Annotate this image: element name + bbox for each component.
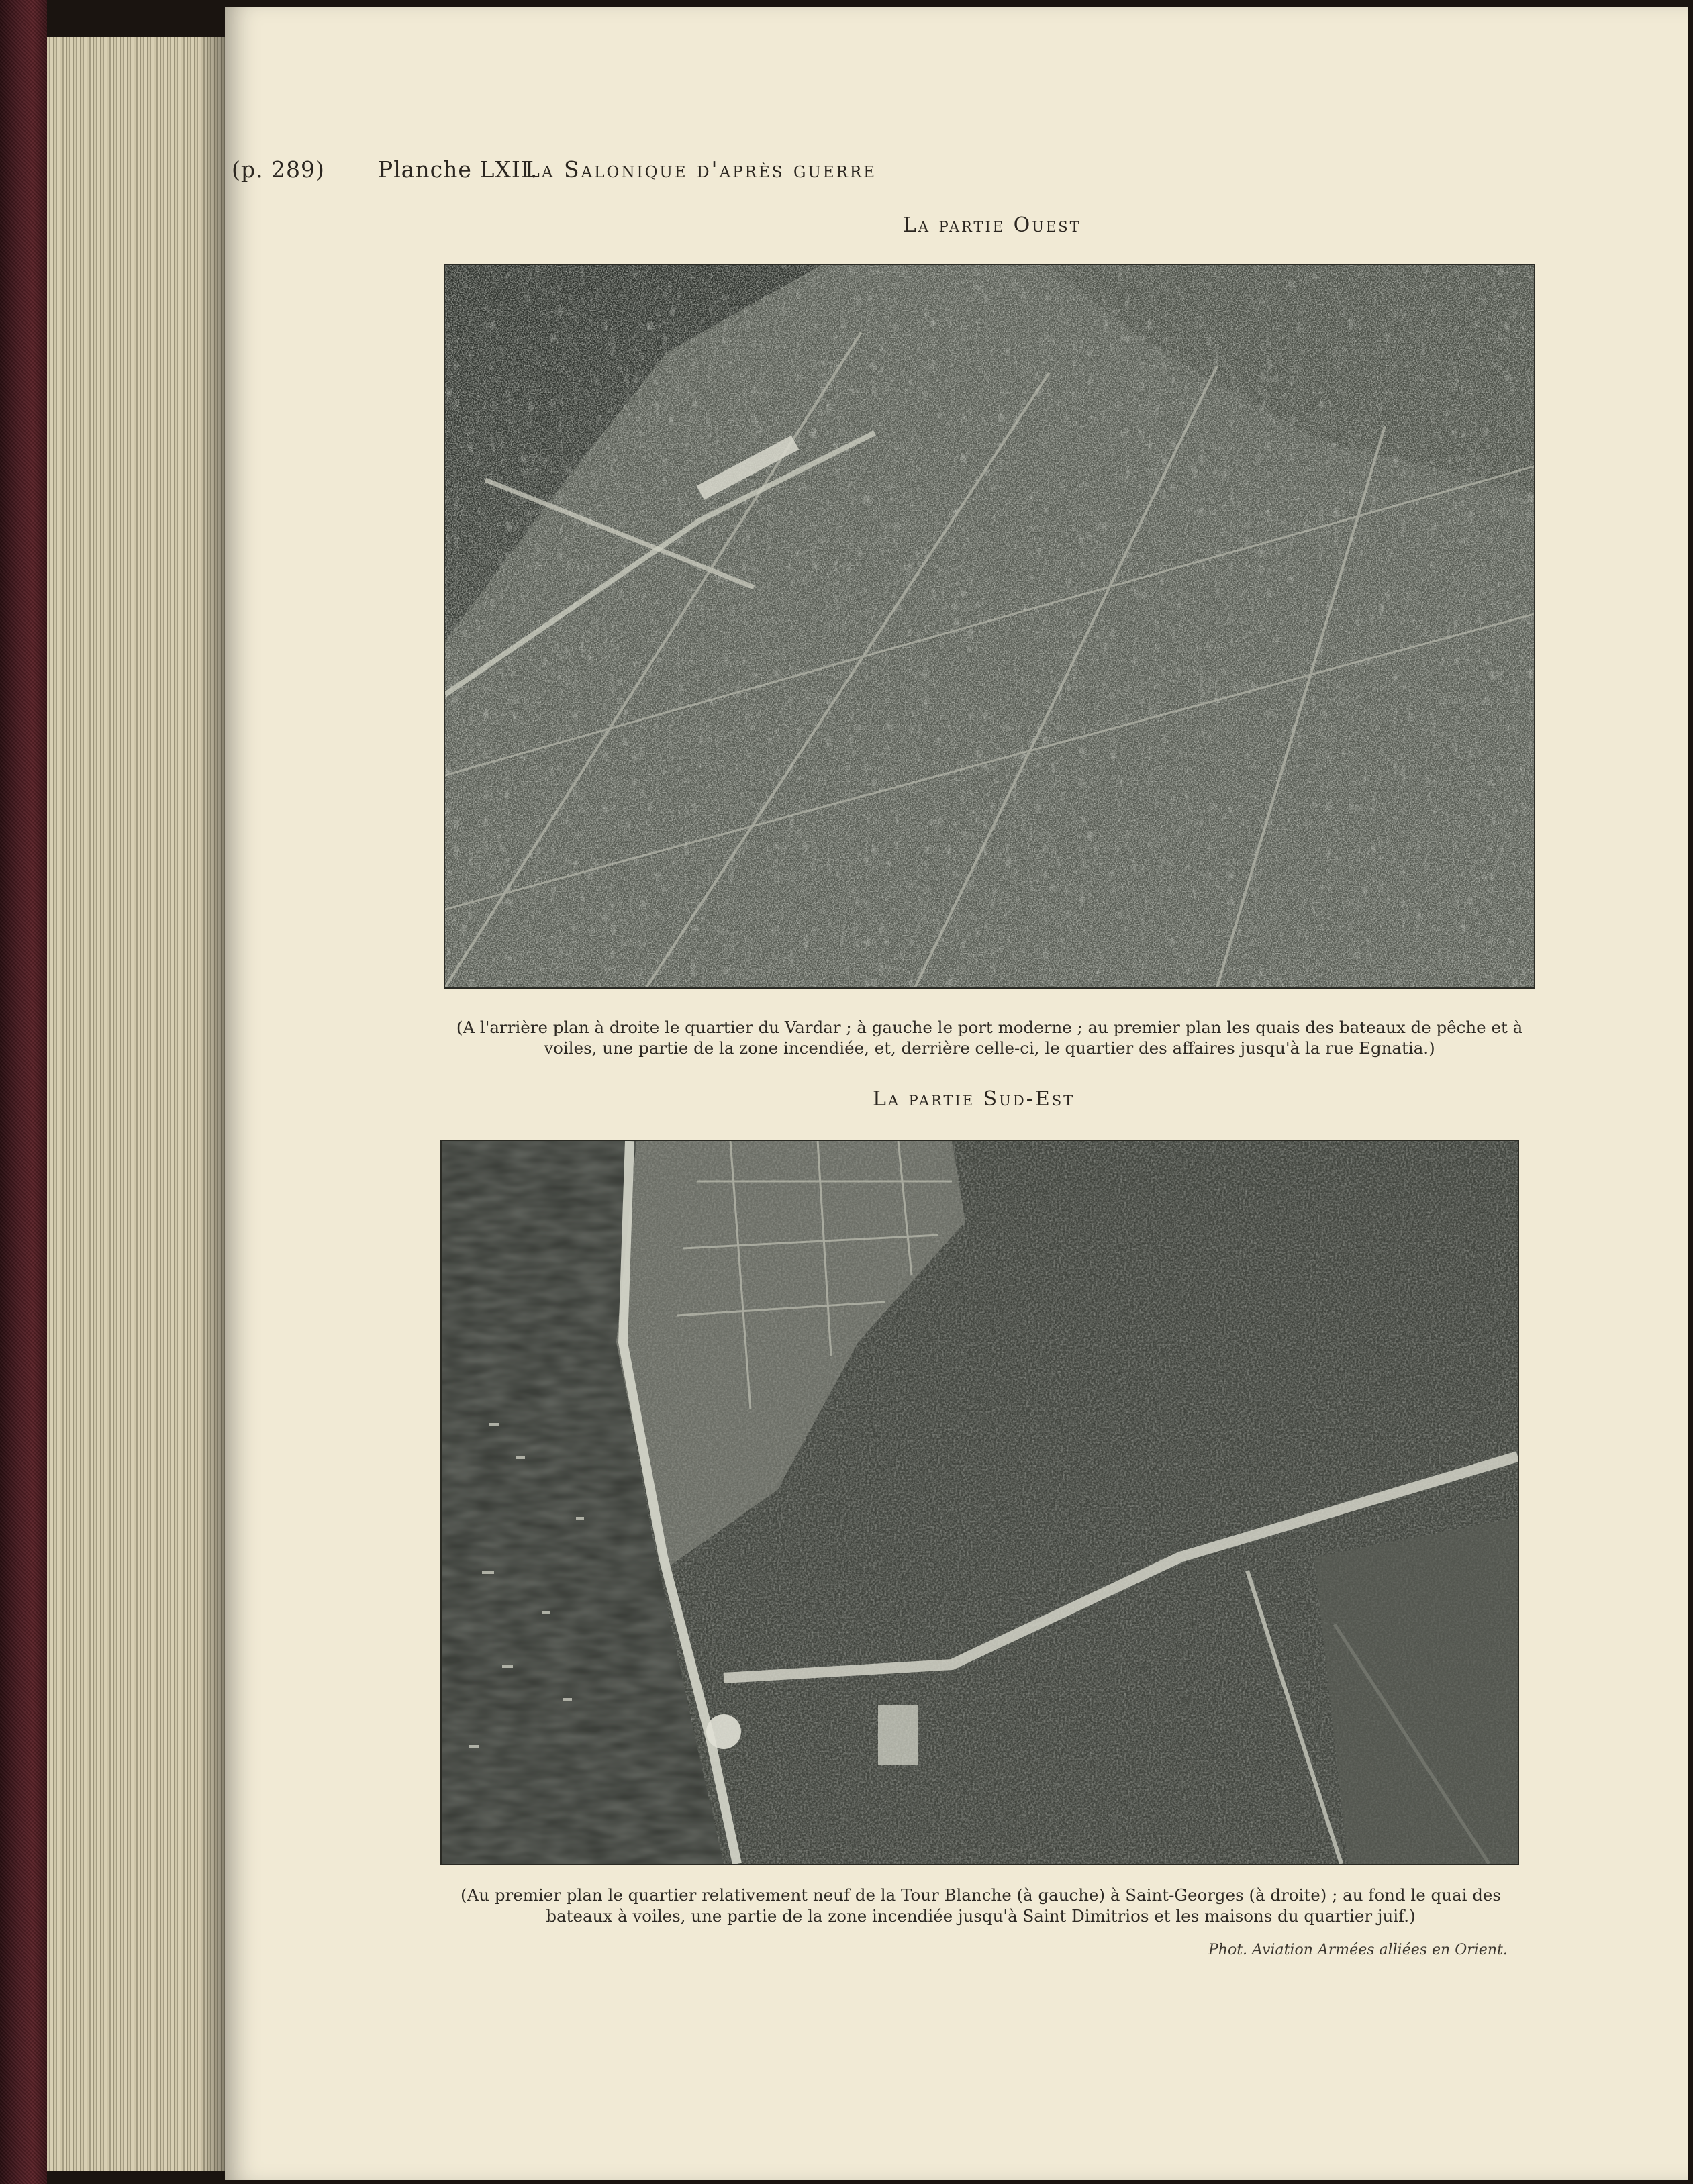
caption-west — [445, 1017, 1534, 1058]
page-header — [232, 156, 1239, 197]
section-title-west: La partie Ouest — [903, 213, 1081, 237]
book-binding — [0, 0, 47, 2184]
aerial-photo-southeast — [442, 1141, 1518, 1864]
caption-southeast — [440, 1885, 1522, 1926]
caption-line: (Au premier plan le quartier relativement neuf de la Tour Blanche (à gauche) à Saint-Georges (à droite) ; au fond le quai des — [461, 1885, 1501, 1905]
photo-credit: Phot. Aviation Armées alliées en Orient. — [1208, 1942, 1508, 1958]
page-edges — [47, 37, 225, 2171]
section-title-southeast: La partie Sud-Est — [873, 1087, 1075, 1111]
caption-line: bateaux à voiles, une partie de la zone incendiée jusqu'à Saint Dimitrios et les maisons du quartier juif.) — [546, 1906, 1416, 1926]
caption-line: (A l'arrière plan à droite le quartier du Vardar ; à gauche le port moderne ; au premier plan les quais des bateaux de pêche et à — [456, 1017, 1523, 1037]
plate-number: Planche LXII. — [378, 156, 538, 183]
aerial-photo-west — [445, 265, 1534, 987]
page-reference: (p. 289) — [232, 156, 325, 183]
plate-title: La Salonique d'après guerre — [525, 156, 877, 183]
caption-line: voiles, une partie de la zone incendiée, et, derrière celle-ci, le quartier des affaires jusqu'à la rue Egnatia.) — [544, 1038, 1435, 1058]
